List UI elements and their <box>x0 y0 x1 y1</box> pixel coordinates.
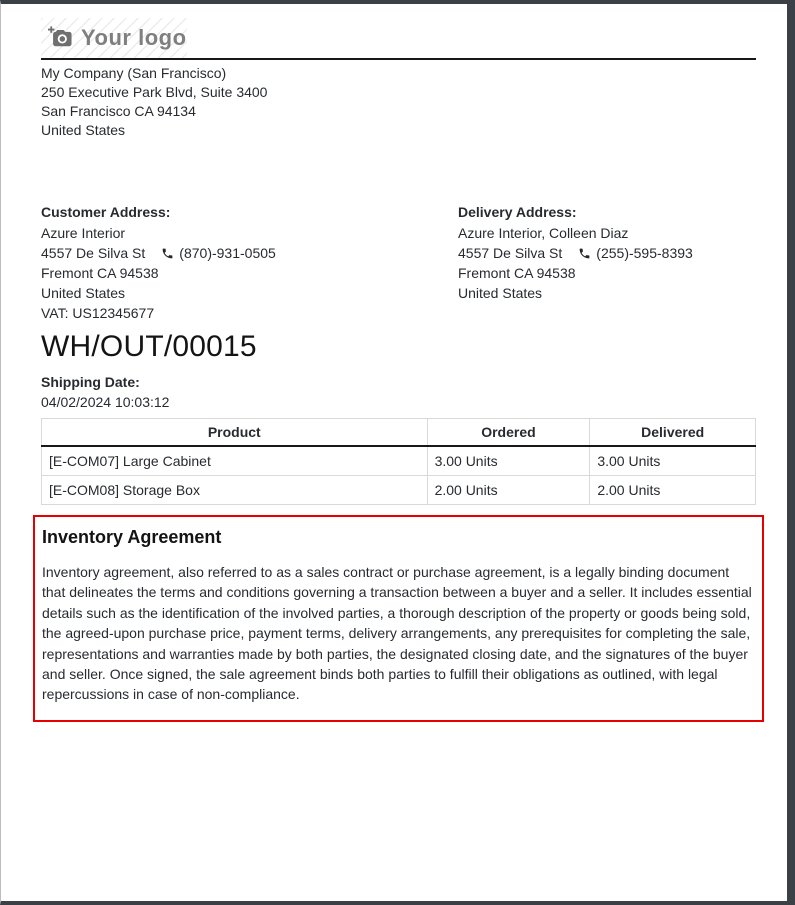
addresses-row <box>41 204 756 323</box>
company-country: United States <box>41 122 126 138</box>
company-name: My Company (San Francisco) <box>41 65 227 81</box>
header-delivered: Delivered <box>590 419 756 447</box>
delivery-phone-number: (255)-595-8393 <box>596 245 693 261</box>
phone-icon <box>578 247 591 260</box>
delivery-city: Fremont CA 94538 <box>458 265 576 281</box>
customer-country: United States <box>41 285 126 301</box>
table-row <box>42 476 756 505</box>
shipping-date-value: 04/02/2024 10:03:12 <box>41 394 170 410</box>
delivery-country: United States <box>458 285 543 301</box>
phone-icon <box>161 247 174 260</box>
header-ordered: Ordered <box>427 419 590 447</box>
customer-name: Azure Interior <box>41 225 126 241</box>
products-table <box>41 418 756 505</box>
customer-address-block <box>41 204 458 323</box>
company-city: San Francisco CA 94134 <box>41 103 196 119</box>
company-address-block <box>41 64 756 140</box>
customer-street: 4557 De Silva St <box>41 245 146 261</box>
delivery-phone <box>578 243 693 263</box>
inventory-agreement-box <box>33 515 764 722</box>
agreement-body: Inventory agreement, also referred to as a sales contract or purchase agreement, is a legally binding document that delineates the terms and conditions governing a transaction between a buyer and a seller. It includes essential details such as the identification of the involved parties, a thorough description of the property or goods being sold, the agreed-upon purchase price, payment terms, delivery arrangements, any prerequisites for completing the sale, representations and warranties made by both parties, the designated closing date, and the signatures of the buyer and seller. Once signed, the sale agreement binds both parties to fulfill their obligations as outlined, with legal repercussions in case of non-compliance. <box>42 564 752 703</box>
logo-text: Your logo <box>81 25 187 50</box>
customer-address-label: Customer Address: <box>41 204 171 220</box>
ordered-cell: 2.00 Units <box>427 476 590 505</box>
customer-phone-number: (870)-931-0505 <box>179 245 276 261</box>
shipping-date-block <box>41 372 756 413</box>
delivered-cell: 3.00 Units <box>590 446 756 476</box>
delivery-address-block <box>458 204 756 323</box>
products-table-head <box>42 419 756 447</box>
delivery-address-label: Delivery Address: <box>458 204 577 220</box>
camera-plus-icon <box>48 26 72 50</box>
customer-street-line <box>41 243 458 263</box>
header-product: Product <box>42 419 428 447</box>
table-row <box>42 446 756 476</box>
delivery-street: 4557 De Silva St <box>458 245 563 261</box>
company-logo <box>41 18 187 58</box>
agreement-title: Inventory Agreement <box>42 527 222 547</box>
products-table-body <box>42 446 756 505</box>
delivered-cell: 2.00 Units <box>590 476 756 505</box>
report-header <box>41 18 756 60</box>
customer-phone <box>161 243 276 263</box>
shipping-date-label: Shipping Date: <box>41 374 140 390</box>
delivery-name: Azure Interior, Colleen Diaz <box>458 225 629 241</box>
ordered-cell: 3.00 Units <box>427 446 590 476</box>
delivery-street-line <box>458 243 756 263</box>
table-header-row <box>42 419 756 447</box>
product-cell: [E-COM07] Large Cabinet <box>42 446 428 476</box>
report-content <box>1 4 787 722</box>
document-number: WH/OUT/00015 <box>41 330 257 363</box>
product-cell: [E-COM08] Storage Box <box>42 476 428 505</box>
company-street: 250 Executive Park Blvd, Suite 3400 <box>41 84 268 100</box>
customer-vat: VAT: US12345677 <box>41 305 155 321</box>
customer-city: Fremont CA 94538 <box>41 265 159 281</box>
